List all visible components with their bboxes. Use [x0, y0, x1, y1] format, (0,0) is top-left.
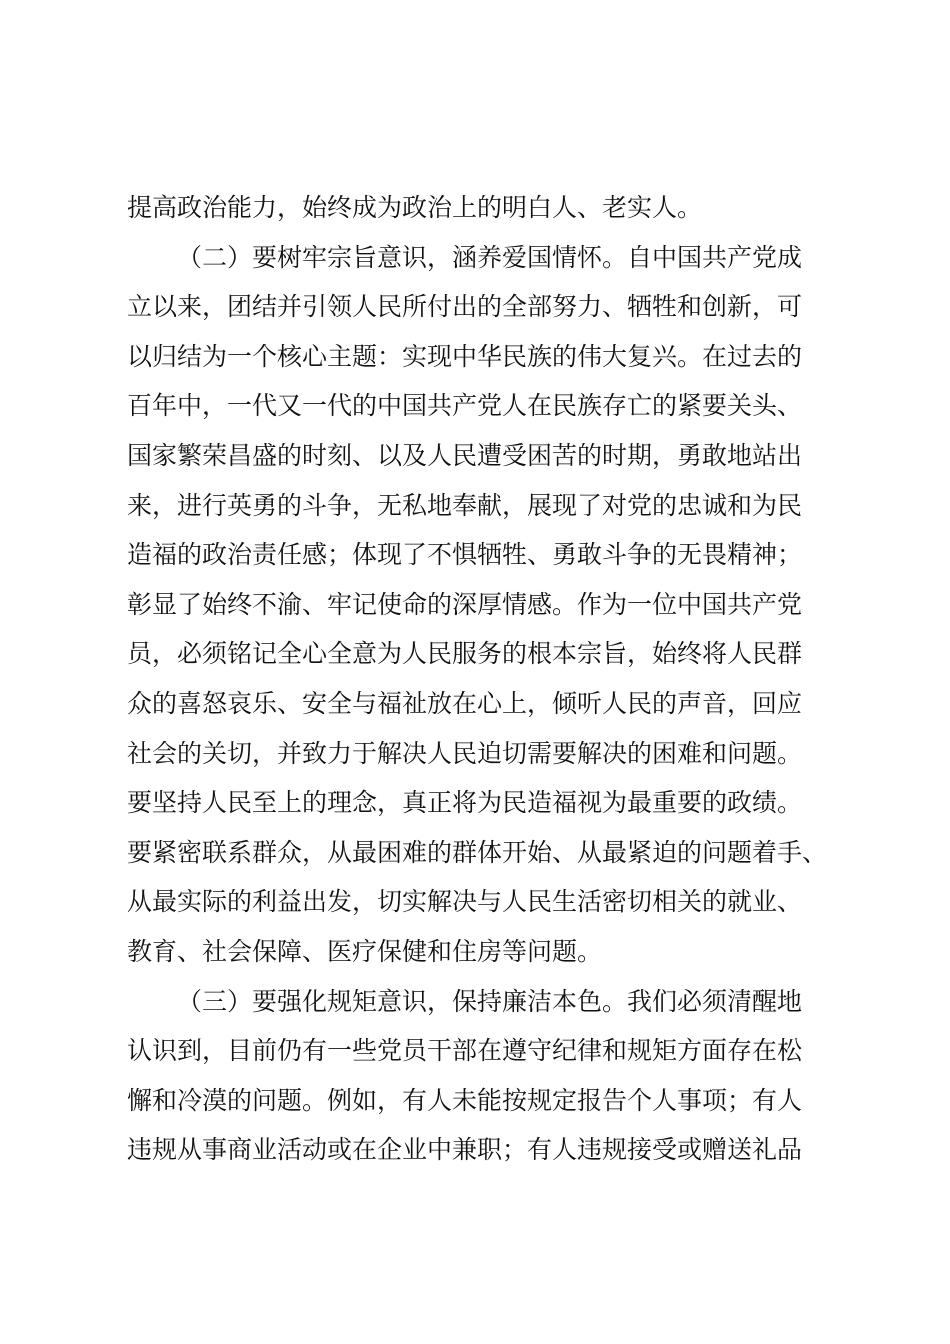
text-line: 立以来，团结并引领人民所付出的全部努力、牺牲和创新，可: [127, 292, 803, 322]
text-line: 彰显了始终不渝、牢记使命的深厚情感。作为一位中国共产党: [127, 589, 803, 619]
text-line: 百年中，一代又一代的中国共产党人在民族存亡的紧要关头、: [127, 391, 803, 421]
text-line: 员，必须铭记全心全意为人民服务的根本宗旨，始终将人民群: [127, 639, 803, 669]
text-line: 要紧密联系群众，从最困难的群体开始、从最紧迫的问题着手、: [127, 837, 828, 867]
body-text: [127, 183, 847, 1175]
text-line: 国家繁荣昌盛的时刻、以及人民遭受困苦的时期，勇敢地站出: [127, 440, 803, 470]
text-line: 从最实际的利益出发，切实解决与人民生活密切相关的就业、: [127, 887, 803, 917]
text-line: 以归结为一个核心主题：实现中华民族的伟大复兴。在过去的: [127, 341, 803, 371]
text-line-section-heading: （三）要强化规矩意识，保持廉洁本色。我们必须清醒地: [177, 986, 803, 1016]
text-line: 造福的政治责任感；体现了不惧牺牲、勇敢斗争的无畏精神；: [127, 540, 803, 570]
text-line: 社会的关切，并致力于解决人民迫切需要解决的困难和问题。: [127, 738, 803, 768]
text-line: 懈和冷漠的问题。例如，有人未能按规定报告个人事项；有人: [127, 1085, 803, 1115]
text-line: 众的喜怒哀乐、安全与福祉放在心上，倾听人民的声音，回应: [127, 688, 803, 718]
text-line: 提高政治能力，始终成为政治上的明白人、老实人。: [127, 193, 703, 222]
text-line: 来，进行英勇的斗争，无私地奉献，展现了对党的忠诚和为民: [127, 490, 803, 520]
text-line: 认识到，目前仍有一些党员干部在遵守纪律和规矩方面存在松: [127, 1036, 803, 1066]
text-line: 教育、社会保障、医疗保健和住房等问题。: [127, 936, 603, 966]
text-line: 违规从事商业活动或在企业中兼职；有人违规接受或赠送礼品: [127, 1135, 803, 1165]
text-line-section-heading: （二）要树牢宗旨意识，涵养爱国情怀。自中国共产党成: [177, 242, 803, 272]
text-line: 要坚持人民至上的理念，真正将为民造福视为最重要的政绩。: [127, 788, 803, 818]
